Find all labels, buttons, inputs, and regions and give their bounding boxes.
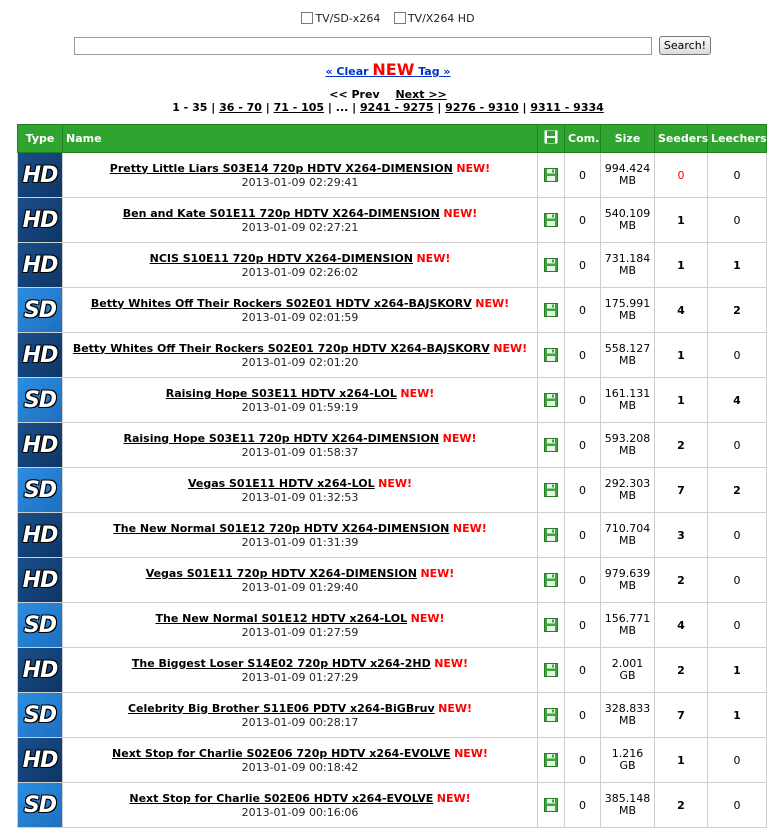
download-cell: [538, 693, 565, 738]
upload-date: 2013-01-09 01:32:53: [241, 490, 359, 504]
comments-count: 0: [565, 738, 601, 783]
download-cell: [538, 783, 565, 828]
download-cell: [538, 513, 565, 558]
category-filters: [0, 12, 776, 25]
new-tag: NEW!: [400, 386, 435, 400]
upload-date: 2013-01-09 01:31:39: [241, 535, 359, 549]
size-value: 994.424: [604, 162, 651, 175]
next-link[interactable]: Next >>: [395, 88, 447, 101]
type-cell: [18, 198, 63, 243]
col-leechers[interactable]: Leechers: [708, 125, 767, 153]
name-cell: [63, 603, 538, 648]
seeders-count: 1: [655, 333, 708, 378]
download-cell: [538, 243, 565, 288]
comments-count: 0: [565, 468, 601, 513]
size-unit: MB: [618, 714, 637, 727]
new-tag: NEW!: [420, 566, 455, 580]
download-floppy-icon[interactable]: [544, 708, 558, 722]
torrent-name-link[interactable]: The New Normal S01E12 720p HDTV X264-DIMENSION: [113, 521, 450, 535]
download-floppy-icon[interactable]: [544, 303, 558, 317]
size-value: 731.184: [604, 252, 651, 265]
size-value: 710.704: [604, 522, 651, 535]
download-floppy-icon[interactable]: [544, 528, 558, 542]
size-value: 593.208: [604, 432, 651, 445]
torrent-name-link[interactable]: Vegas S01E11 720p HDTV X264-DIMENSION: [145, 566, 417, 580]
col-comments[interactable]: Com.: [565, 125, 601, 153]
size-value: 979.639: [604, 567, 651, 580]
hd-badge-icon[interactable]: HD: [18, 558, 62, 602]
new-tag: NEW!: [416, 251, 451, 265]
leechers-count: 0: [708, 333, 767, 378]
name-cell: [63, 468, 538, 513]
size-cell: [601, 738, 655, 783]
leechers-count: 1: [708, 243, 767, 288]
col-type[interactable]: Type: [18, 125, 63, 153]
seeders-count: 4: [655, 603, 708, 648]
hd-badge-icon[interactable]: HD: [18, 423, 62, 467]
size-cell: [601, 423, 655, 468]
sd-badge-icon[interactable]: SD: [18, 288, 62, 332]
seeders-count: 1: [655, 738, 708, 783]
leechers-count: 1: [708, 648, 767, 693]
size-unit: MB: [618, 444, 637, 457]
download-floppy-icon[interactable]: [544, 348, 558, 362]
size-unit: MB: [618, 219, 637, 232]
comments-count: 0: [565, 648, 601, 693]
size-unit: GB: [619, 669, 636, 682]
size-unit: GB: [619, 759, 636, 772]
table-header: [18, 125, 767, 153]
seeders-count: 2: [655, 783, 708, 828]
size-cell: [601, 333, 655, 378]
table-row: [18, 378, 767, 423]
download-cell: [538, 153, 565, 198]
download-floppy-icon[interactable]: [544, 438, 558, 452]
type-cell: [18, 603, 63, 648]
torrent-name-link[interactable]: Raising Hope S03E11 720p HDTV X264-DIMENSION: [123, 431, 440, 445]
col-name[interactable]: Name: [63, 125, 538, 153]
sd-badge-icon[interactable]: SD: [18, 468, 62, 512]
leechers-count: 0: [708, 423, 767, 468]
leechers-count: 0: [708, 558, 767, 603]
seeders-count: 2: [655, 423, 708, 468]
page-current: 1 - 35: [172, 101, 208, 114]
name-cell: [63, 558, 538, 603]
torrent-name-link[interactable]: Celebrity Big Brother S11E06 PDTV x264-BiGBruv: [127, 701, 435, 715]
upload-date: 2013-01-09 00:28:17: [241, 715, 359, 729]
torrent-name-link[interactable]: Betty Whites Off Their Rockers S02E01 720p HDTV X264-BAJSKORV: [72, 341, 490, 355]
name-cell: [63, 693, 538, 738]
seeders-count: 4: [655, 288, 708, 333]
new-tag: NEW!: [410, 611, 445, 625]
name-cell: [63, 738, 538, 783]
torrent-name-link[interactable]: Raising Hope S03E11 HDTV x264-LOL: [165, 386, 397, 400]
upload-date: 2013-01-09 02:27:21: [241, 220, 359, 234]
comments-count: 0: [565, 693, 601, 738]
comments-count: 0: [565, 513, 601, 558]
new-tag: NEW!: [454, 746, 488, 760]
download-floppy-icon[interactable]: [544, 618, 558, 632]
size-value: 175.991: [604, 297, 651, 310]
hd-badge-icon[interactable]: HD: [18, 198, 62, 242]
name-cell: [63, 288, 538, 333]
size-cell: [601, 513, 655, 558]
torrent-name-link[interactable]: Betty Whites Off Their Rockers S02E01 HDTV x264-BAJSKORV: [90, 296, 472, 310]
size-cell: [601, 198, 655, 243]
table-body: [18, 153, 767, 828]
leechers-count: 4: [708, 378, 767, 423]
filter-hd-label: TV/X264 HD: [407, 12, 475, 25]
torrent-name-link[interactable]: Ben and Kate S01E11 720p HDTV X264-DIMENSION: [122, 206, 440, 220]
size-value: 156.771: [604, 612, 651, 625]
size-cell: [601, 288, 655, 333]
size-unit: MB: [618, 579, 637, 592]
download-cell: [538, 288, 565, 333]
size-cell: [601, 378, 655, 423]
table-row: [18, 603, 767, 648]
table-row: [18, 783, 767, 828]
size-unit: MB: [618, 264, 637, 277]
clear-suffix: Tag »: [418, 65, 451, 78]
page-link[interactable]: 9241 - 9275: [360, 101, 434, 114]
table-row: [18, 693, 767, 738]
new-tag: NEW!: [434, 656, 469, 670]
hd-badge-icon[interactable]: HD: [18, 738, 62, 782]
filter-hd[interactable]: [394, 12, 475, 25]
type-cell: [18, 513, 63, 558]
sd-badge-icon[interactable]: SD: [18, 378, 62, 422]
upload-date: 2013-01-09 01:59:19: [241, 400, 359, 414]
seeders-count: 3: [655, 513, 708, 558]
download-cell: [538, 198, 565, 243]
size-cell: [601, 558, 655, 603]
upload-date: 2013-01-09 00:16:06: [241, 805, 359, 819]
download-floppy-icon[interactable]: [544, 258, 558, 272]
torrent-name-link[interactable]: The New Normal S01E12 HDTV x264-LOL: [155, 611, 408, 625]
table-row: [18, 288, 767, 333]
search-button[interactable]: Search!: [659, 36, 711, 55]
type-cell: [18, 783, 63, 828]
comments-count: 0: [565, 603, 601, 648]
size-unit: MB: [618, 624, 637, 637]
download-cell: [538, 603, 565, 648]
download-floppy-icon[interactable]: [544, 483, 558, 497]
comments-count: 0: [565, 378, 601, 423]
size-value: 540.109: [604, 207, 651, 220]
comments-count: 0: [565, 558, 601, 603]
download-floppy-icon[interactable]: [544, 168, 558, 182]
comments-count: 0: [565, 198, 601, 243]
col-size[interactable]: Size: [601, 125, 655, 153]
seeders-count: 7: [655, 468, 708, 513]
leechers-count: 2: [708, 468, 767, 513]
table-row: [18, 648, 767, 693]
table-row: [18, 468, 767, 513]
table-row: [18, 243, 767, 288]
size-cell: [601, 468, 655, 513]
size-unit: MB: [618, 804, 637, 817]
name-cell: [63, 423, 538, 468]
torrent-name-link[interactable]: The Biggest Loser S14E02 720p HDTV x264-2HD: [131, 656, 431, 670]
name-cell: [63, 783, 538, 828]
size-value: 328.833: [604, 702, 651, 715]
leechers-count: 0: [708, 783, 767, 828]
new-tag: NEW!: [438, 701, 473, 715]
download-cell: [538, 378, 565, 423]
comments-count: 0: [565, 243, 601, 288]
seeders-count: 1: [655, 243, 708, 288]
new-tag: NEW!: [436, 791, 471, 805]
size-cell: [601, 243, 655, 288]
size-cell: [601, 648, 655, 693]
leechers-count: 0: [708, 153, 767, 198]
type-cell: [18, 288, 63, 333]
seeders-count: 2: [655, 558, 708, 603]
seeders-count: 7: [655, 693, 708, 738]
leechers-count: 1: [708, 693, 767, 738]
torrent-name-link[interactable]: Next Stop for Charlie S02E06 HDTV x264-EVOLVE: [129, 791, 434, 805]
size-value: 558.127: [604, 342, 651, 355]
new-tag: NEW!: [452, 521, 487, 535]
name-cell: [63, 198, 538, 243]
new-tag: NEW!: [378, 476, 413, 490]
leechers-count: 0: [708, 603, 767, 648]
leechers-count: 2: [708, 288, 767, 333]
download-cell: [538, 468, 565, 513]
upload-date: 2013-01-09 00:18:42: [241, 760, 359, 774]
torrent-name-link[interactable]: NCIS S10E11 720p HDTV X264-DIMENSION: [149, 251, 413, 265]
hd-badge-icon[interactable]: HD: [18, 243, 62, 287]
name-cell: [63, 153, 538, 198]
new-tag: NEW!: [456, 161, 491, 175]
search-input[interactable]: [74, 37, 652, 55]
clear-new-tag: [0, 60, 776, 79]
filter-sd-checkbox[interactable]: [301, 12, 313, 24]
upload-date: 2013-01-09 01:27:59: [241, 625, 359, 639]
download-cell: [538, 558, 565, 603]
download-cell: [538, 333, 565, 378]
seeders-count: 2: [655, 648, 708, 693]
size-value: 2.001: [611, 657, 644, 670]
upload-date: 2013-01-09 02:29:41: [241, 175, 359, 189]
filter-sd[interactable]: [301, 12, 380, 25]
page-link[interactable]: 36 - 70: [219, 101, 262, 114]
clear-new-tag-link[interactable]: [325, 60, 451, 79]
upload-date: 2013-01-09 01:58:37: [241, 445, 359, 459]
col-download: [538, 125, 565, 153]
clear-prefix: « Clear: [325, 65, 369, 78]
comments-count: 0: [565, 783, 601, 828]
sd-badge-icon[interactable]: SD: [18, 783, 62, 827]
upload-date: 2013-01-09 01:27:29: [241, 670, 359, 684]
size-unit: MB: [618, 489, 637, 502]
comments-count: 0: [565, 423, 601, 468]
table-row: [18, 198, 767, 243]
type-cell: [18, 378, 63, 423]
download-cell: [538, 648, 565, 693]
col-seeders[interactable]: Seeders: [655, 125, 708, 153]
name-cell: [63, 333, 538, 378]
filter-sd-label: TV/SD-x264: [315, 12, 381, 25]
size-unit: MB: [618, 399, 637, 412]
table-row: [18, 513, 767, 558]
type-cell: [18, 153, 63, 198]
pagination: 1 - 35 | 36 - 70 | 71 - 105 | ... | 9241 - 9275 | 9276 - 9310 | 9311 - 9334: [172, 101, 604, 114]
seeders-count: 0: [655, 153, 708, 198]
download-floppy-icon[interactable]: [544, 753, 558, 767]
comments-count: 0: [565, 333, 601, 378]
floppy-icon: [544, 130, 558, 144]
name-cell: [63, 243, 538, 288]
filter-hd-checkbox[interactable]: [394, 12, 406, 24]
search-row: [74, 36, 714, 56]
name-cell: [63, 513, 538, 558]
size-cell: [601, 783, 655, 828]
table-row: [18, 333, 767, 378]
upload-date: 2013-01-09 02:01:20: [241, 355, 359, 369]
type-cell: [18, 738, 63, 783]
type-cell: [18, 333, 63, 378]
upload-date: 2013-01-09 02:01:59: [241, 310, 359, 324]
type-cell: [18, 648, 63, 693]
new-tag: NEW!: [443, 206, 478, 220]
page-link[interactable]: 9311 - 9334: [530, 101, 604, 114]
size-value: 292.303: [604, 477, 651, 490]
page-link[interactable]: 9276 - 9310: [445, 101, 519, 114]
hd-badge-icon[interactable]: HD: [18, 333, 62, 377]
sd-badge-icon[interactable]: SD: [18, 603, 62, 647]
new-tag: NEW!: [442, 431, 477, 445]
name-cell: [63, 378, 538, 423]
size-value: 385.148: [604, 792, 651, 805]
hd-badge-icon[interactable]: HD: [18, 648, 62, 692]
size-unit: MB: [618, 309, 637, 322]
size-value: 161.131: [604, 387, 651, 400]
torrent-name-link[interactable]: Next Stop for Charlie S02E06 720p HDTV x264-EVOLVE: [112, 746, 451, 760]
prev-link: << Prev: [329, 88, 380, 101]
type-cell: [18, 558, 63, 603]
leechers-count: 0: [708, 738, 767, 783]
download-floppy-icon[interactable]: [544, 573, 558, 587]
size-unit: MB: [618, 354, 637, 367]
hd-badge-icon[interactable]: HD: [18, 513, 62, 557]
table-row: [18, 738, 767, 783]
download-cell: [538, 423, 565, 468]
comments-count: 0: [565, 288, 601, 333]
name-cell: [63, 648, 538, 693]
torrent-name-link[interactable]: Pretty Little Liars S03E14 720p HDTV X264-DIMENSION: [109, 161, 453, 175]
type-cell: [18, 468, 63, 513]
download-cell: [538, 738, 565, 783]
table-row: [18, 423, 767, 468]
type-cell: [18, 693, 63, 738]
comments-count: 0: [565, 153, 601, 198]
new-tag: NEW!: [475, 296, 510, 310]
upload-date: 2013-01-09 01:29:40: [241, 580, 359, 594]
table-row: [18, 558, 767, 603]
size-cell: [601, 603, 655, 648]
upload-date: 2013-01-09 02:26:02: [241, 265, 359, 279]
seeders-count: 1: [655, 198, 708, 243]
sd-badge-icon[interactable]: SD: [18, 693, 62, 737]
page-link[interactable]: 71 - 105: [273, 101, 325, 114]
table-row: [18, 153, 767, 198]
size-cell: [601, 693, 655, 738]
size-unit: MB: [618, 174, 637, 187]
download-floppy-icon[interactable]: [544, 213, 558, 227]
type-cell: [18, 423, 63, 468]
prev-next-nav: [0, 88, 776, 101]
size-value: 1.216: [611, 747, 644, 760]
clear-new-word: NEW: [372, 60, 415, 79]
download-floppy-icon[interactable]: [544, 393, 558, 407]
size-unit: MB: [618, 534, 637, 547]
type-cell: [18, 243, 63, 288]
download-floppy-icon[interactable]: [544, 798, 558, 812]
download-floppy-icon[interactable]: [544, 663, 558, 677]
hd-badge-icon[interactable]: HD: [18, 153, 62, 197]
torrent-name-link[interactable]: Vegas S01E11 HDTV x264-LOL: [187, 476, 375, 490]
new-tag: NEW!: [493, 341, 528, 355]
page-ellipsis: ...: [335, 101, 349, 114]
size-cell: [601, 153, 655, 198]
torrent-table: [17, 124, 767, 828]
leechers-count: 0: [708, 513, 767, 558]
seeders-count: 1: [655, 378, 708, 423]
leechers-count: 0: [708, 198, 767, 243]
